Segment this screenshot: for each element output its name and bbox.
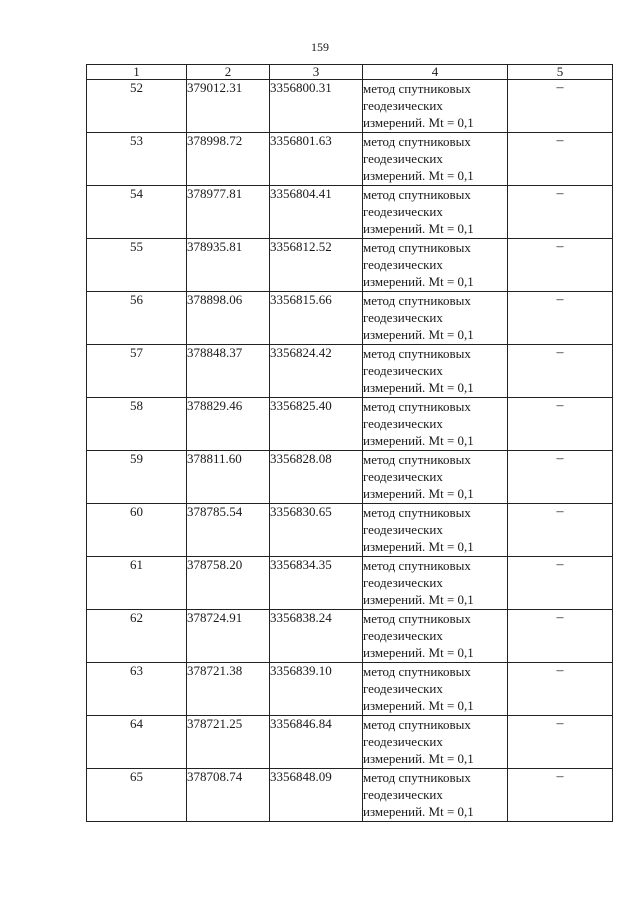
point-number-cell: 60 (87, 504, 187, 557)
y-coordinate-cell: 3356825.40 (270, 398, 363, 451)
table-row (87, 398, 613, 451)
point-number-cell: 63 (87, 663, 187, 716)
table-row (87, 345, 613, 398)
column-header: 4 (363, 65, 508, 80)
point-number-cell: 56 (87, 292, 187, 345)
x-coordinate-cell: 378829.46 (187, 398, 270, 451)
method-cell: метод спутниковых геодезических измерений. Mt = 0,1 (363, 451, 508, 504)
point-number-cell: 52 (87, 80, 187, 133)
note-cell: – (508, 557, 613, 610)
column-header: 2 (187, 65, 270, 80)
note-cell: – (508, 239, 613, 292)
note-cell: – (508, 451, 613, 504)
column-header: 1 (87, 65, 187, 80)
table-row (87, 557, 613, 610)
y-coordinate-cell: 3356824.42 (270, 345, 363, 398)
method-cell: метод спутниковых геодезических измерений. Mt = 0,1 (363, 557, 508, 610)
note-cell: – (508, 769, 613, 822)
x-coordinate-cell: 378848.37 (187, 345, 270, 398)
x-coordinate-cell: 378721.38 (187, 663, 270, 716)
y-coordinate-cell: 3356846.84 (270, 716, 363, 769)
method-cell: метод спутниковых геодезических измерений. Mt = 0,1 (363, 80, 508, 133)
table-row (87, 451, 613, 504)
point-number-cell: 59 (87, 451, 187, 504)
method-cell: метод спутниковых геодезических измерений. Mt = 0,1 (363, 716, 508, 769)
x-coordinate-cell: 378708.74 (187, 769, 270, 822)
point-number-cell: 53 (87, 133, 187, 186)
table-row (87, 663, 613, 716)
column-header: 5 (508, 65, 613, 80)
point-number-cell: 55 (87, 239, 187, 292)
x-coordinate-cell: 379012.31 (187, 80, 270, 133)
note-cell: – (508, 292, 613, 345)
x-coordinate-cell: 378811.60 (187, 451, 270, 504)
x-coordinate-cell: 378785.54 (187, 504, 270, 557)
method-cell: метод спутниковых геодезических измерений. Mt = 0,1 (363, 663, 508, 716)
y-coordinate-cell: 3356800.31 (270, 80, 363, 133)
y-coordinate-cell: 3356848.09 (270, 769, 363, 822)
y-coordinate-cell: 3356838.24 (270, 610, 363, 663)
x-coordinate-cell: 378998.72 (187, 133, 270, 186)
method-cell: метод спутниковых геодезических измерений. Mt = 0,1 (363, 769, 508, 822)
x-coordinate-cell: 378935.81 (187, 239, 270, 292)
x-coordinate-cell: 378758.20 (187, 557, 270, 610)
y-coordinate-cell: 3356830.65 (270, 504, 363, 557)
note-cell: – (508, 80, 613, 133)
y-coordinate-cell: 3356815.66 (270, 292, 363, 345)
method-cell: метод спутниковых геодезических измерений. Mt = 0,1 (363, 292, 508, 345)
y-coordinate-cell: 3356839.10 (270, 663, 363, 716)
table-row (87, 186, 613, 239)
x-coordinate-cell: 378898.06 (187, 292, 270, 345)
method-cell: метод спутниковых геодезических измерений. Mt = 0,1 (363, 239, 508, 292)
method-cell: метод спутниковых геодезических измерений. Mt = 0,1 (363, 398, 508, 451)
note-cell: – (508, 663, 613, 716)
point-number-cell: 62 (87, 610, 187, 663)
point-number-cell: 54 (87, 186, 187, 239)
y-coordinate-cell: 3356801.63 (270, 133, 363, 186)
table-row (87, 292, 613, 345)
point-number-cell: 64 (87, 716, 187, 769)
x-coordinate-cell: 378977.81 (187, 186, 270, 239)
y-coordinate-cell: 3356828.08 (270, 451, 363, 504)
point-number-cell: 58 (87, 398, 187, 451)
note-cell: – (508, 133, 613, 186)
point-number-cell: 61 (87, 557, 187, 610)
note-cell: – (508, 610, 613, 663)
method-cell: метод спутниковых геодезических измерений. Mt = 0,1 (363, 610, 508, 663)
x-coordinate-cell: 378721.25 (187, 716, 270, 769)
note-cell: – (508, 504, 613, 557)
y-coordinate-cell: 3356804.41 (270, 186, 363, 239)
note-cell: – (508, 345, 613, 398)
method-cell: метод спутниковых геодезических измерений. Mt = 0,1 (363, 186, 508, 239)
note-cell: – (508, 186, 613, 239)
y-coordinate-cell: 3356812.52 (270, 239, 363, 292)
table-row (87, 239, 613, 292)
table-row (87, 610, 613, 663)
method-cell: метод спутниковых геодезических измерений. Mt = 0,1 (363, 345, 508, 398)
method-cell: метод спутниковых геодезических измерений. Mt = 0,1 (363, 504, 508, 557)
table-row (87, 769, 613, 822)
x-coordinate-cell: 378724.91 (187, 610, 270, 663)
note-cell: – (508, 398, 613, 451)
page-number: 159 (311, 40, 329, 54)
table-row (87, 133, 613, 186)
point-number-cell: 57 (87, 345, 187, 398)
table-row (87, 504, 613, 557)
table-header-row (87, 65, 613, 80)
table-body (87, 80, 613, 822)
point-number-cell: 65 (87, 769, 187, 822)
note-cell: – (508, 716, 613, 769)
column-header: 3 (270, 65, 363, 80)
y-coordinate-cell: 3356834.35 (270, 557, 363, 610)
table-row (87, 716, 613, 769)
coordinates-table (86, 64, 613, 822)
method-cell: метод спутниковых геодезических измерений. Mt = 0,1 (363, 133, 508, 186)
table-row (87, 80, 613, 133)
